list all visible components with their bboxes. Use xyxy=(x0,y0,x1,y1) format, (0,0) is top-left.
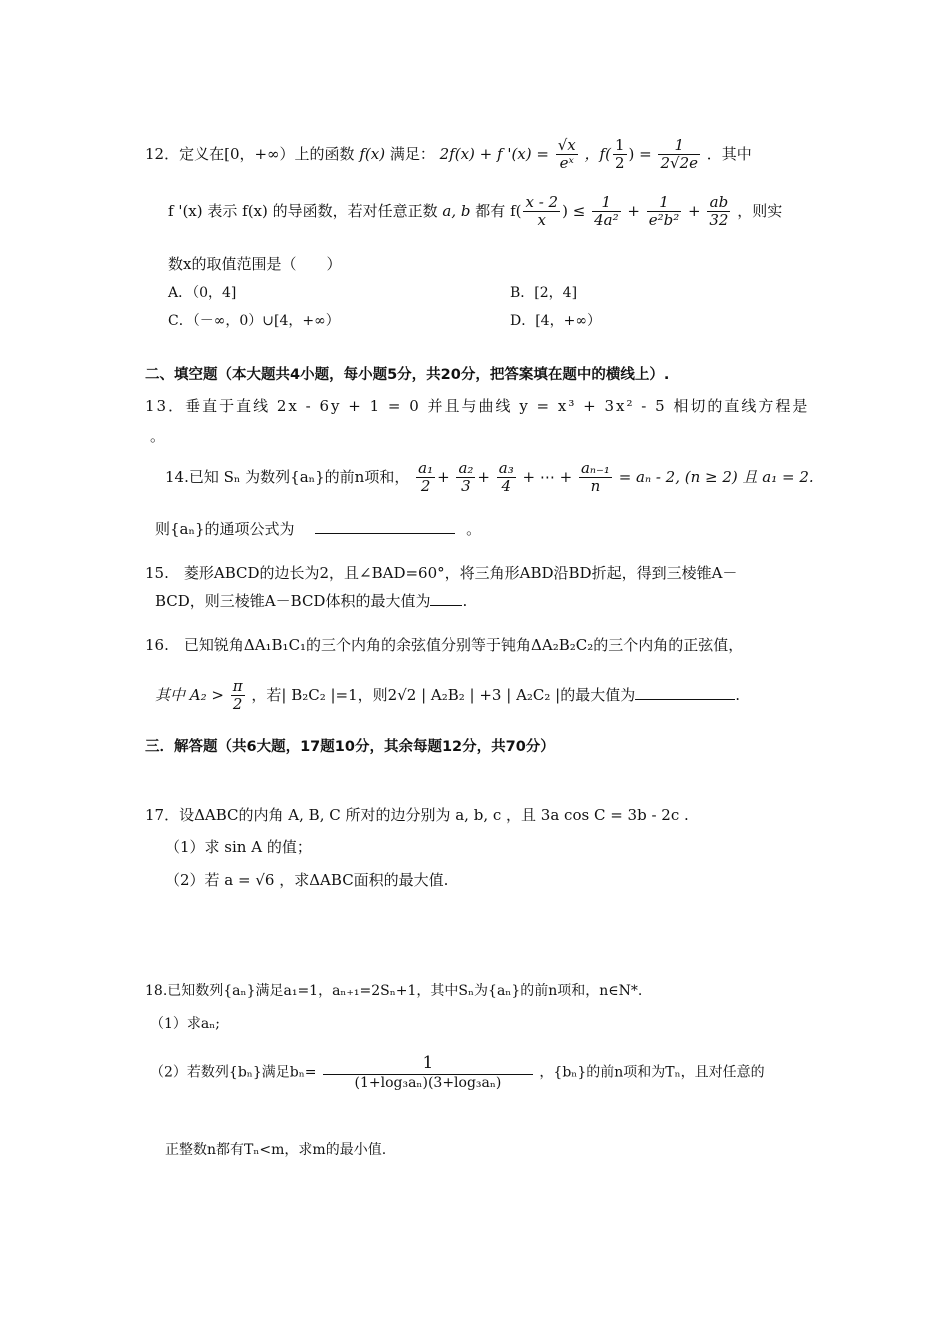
q16-frac-pi-half: $\frac{\pi}{2}$ xyxy=(232,677,243,714)
q12-frac-half: $\frac{1}{2}$ xyxy=(614,136,625,173)
q12-frac-sqrtx-over-ex: $\frac{√x}{\text{eˣ}}$ xyxy=(557,136,576,173)
q16-line1: 16. 已知锐角ΔA₁B₁C₁的三个内角的余弦值分别等于钝角ΔA₂B₂C₂的三个内角的正弦值， xyxy=(145,636,744,654)
q18-frac-bn: $\frac{1}{\text{(1+log₃aₙ)(3+log₃aₙ)}}$ xyxy=(323,1054,533,1091)
q14-frac-2: $\frac{\text{a₂}}{3}$ xyxy=(458,459,474,496)
q12-option-a: A．（0，4] xyxy=(168,285,237,301)
q15-line2: BCD，则三棱锥A－BCD体积的最大值为 . xyxy=(155,592,468,610)
q17-line1: 17．设ΔABC的内角 A, B, C 所对的边分别为 a, b, c ，且 3a cos C = 3b - 2c . xyxy=(145,806,689,824)
q14-frac-n: $\frac{\text{aₙ₋₁}}{n}$ xyxy=(580,459,610,496)
q12-option-b: B．[2，4] xyxy=(510,285,578,301)
q14-frac-1: $\frac{\text{a₁}}{2}$ xyxy=(418,459,434,496)
q16-answer-blank[interactable] xyxy=(635,699,735,700)
q12-frac-e2b2: $\frac{1}{\text{e²b²}}$ xyxy=(648,193,680,230)
q18-part1: （1）求aₙ; xyxy=(150,1016,221,1032)
q14-frac-3: $\frac{\text{a₃}}{4}$ xyxy=(498,459,514,496)
q14-line1: 14.已知 Sₙ 为数列{aₙ}的前n项和， $\frac{\text{a₁}}{2}$ + $\frac{\text{a₂}}{3}$ + $\frac{\text{a₃}}{4}$ + ⋯ + $\frac{\text{aₙ₋₁}}{n}$ = aₙ - 2, (n ≥ 2) 且 a₁ = 2. xyxy=(165,459,814,496)
q15-answer-blank[interactable] xyxy=(430,605,462,606)
q12-option-c: C．（－∞，0）∪[4，+∞） xyxy=(168,313,340,329)
q16-line2: 其中 A₂ > $\frac{\pi}{2}$ ，若| B₂C₂ |=1，则2√2 | A₂B₂ | +3 | A₂C₂ |的最大值为 . xyxy=(155,677,741,714)
q12-option-d: D．[4，+∞） xyxy=(510,313,601,329)
q14-answer-blank[interactable] xyxy=(315,533,455,534)
q17-part1: （1）求 sin A 的值； xyxy=(165,838,312,856)
q12-frac-x: $\frac{x - 2}{x}$ xyxy=(525,193,559,230)
q13-line2: 。 xyxy=(150,427,166,445)
section-3-heading: 三．解答题（共6大题，17题10分，其余每题12分，共70分） xyxy=(145,739,555,755)
q12-frac-4a2: $\frac{1}{\text{4a²}}$ xyxy=(594,193,619,230)
q12-line1: 12．定义在[0，+∞）上的函数 f(x) 满足： 2f(x) + f '(x) = $\frac{√x}{\text{eˣ}}$ ，f( $\frac{1}{2}$ ) = $\frac{1}{2√2e}$ ．其中 xyxy=(145,136,752,173)
q15-line1: 15. 菱形ABCD的边长为2，且∠BAD=60°，将三角形ABD沿BD折起，得到三棱锥A－ xyxy=(145,564,738,582)
q12-frac-ab32: $\frac{ab}{32}$ xyxy=(709,193,729,230)
q12-line2: f '(x) 表示 f(x) 的导函数，若对任意正数 a, b 都有 f( $\frac{x - 2}{x}$ ) ≤ $\frac{1}{\text{4a²}}$ + $\frac{1}{\text{e²b²}}$ + $\frac{ab}{32}$ ，则实 xyxy=(168,193,783,230)
q13-line1: 13．垂直于直线 2x - 6y + 1 = 0 并且与曲线 y = x³ + 3x² - 5 相切的直线方程是 xyxy=(145,397,810,415)
section-2-heading: 二、填空题（本大题共4小题，每小题5分，共20分，把答案填在题中的横线上）. xyxy=(145,367,670,383)
q18-line1: 18.已知数列{aₙ}满足a₁=1，aₙ₊₁=2Sₙ+1，其中Sₙ为{aₙ}的前n项和，n∈N*. xyxy=(145,983,643,999)
q18-part3: 正整数n都有Tₙ<m，求m的最小值. xyxy=(165,1142,387,1158)
q18-part2: （2）若数列{bₙ}满足bₙ= $\frac{1}{\text{(1+log₃aₙ)(3+log₃aₙ)}}$ ，{bₙ}的前n项和为Tₙ，且对任意的 xyxy=(150,1053,765,1091)
q12-frac-value: $\frac{1}{2√2e}$ xyxy=(660,136,699,173)
q12-line3: 数x的取值范围是（ ） xyxy=(168,255,342,273)
q14-line2: 则{aₙ}的通项公式为 。 xyxy=(155,520,482,538)
q17-part2: （2）若 a = √6 ，求ΔABC面积的最大值. xyxy=(165,871,449,889)
